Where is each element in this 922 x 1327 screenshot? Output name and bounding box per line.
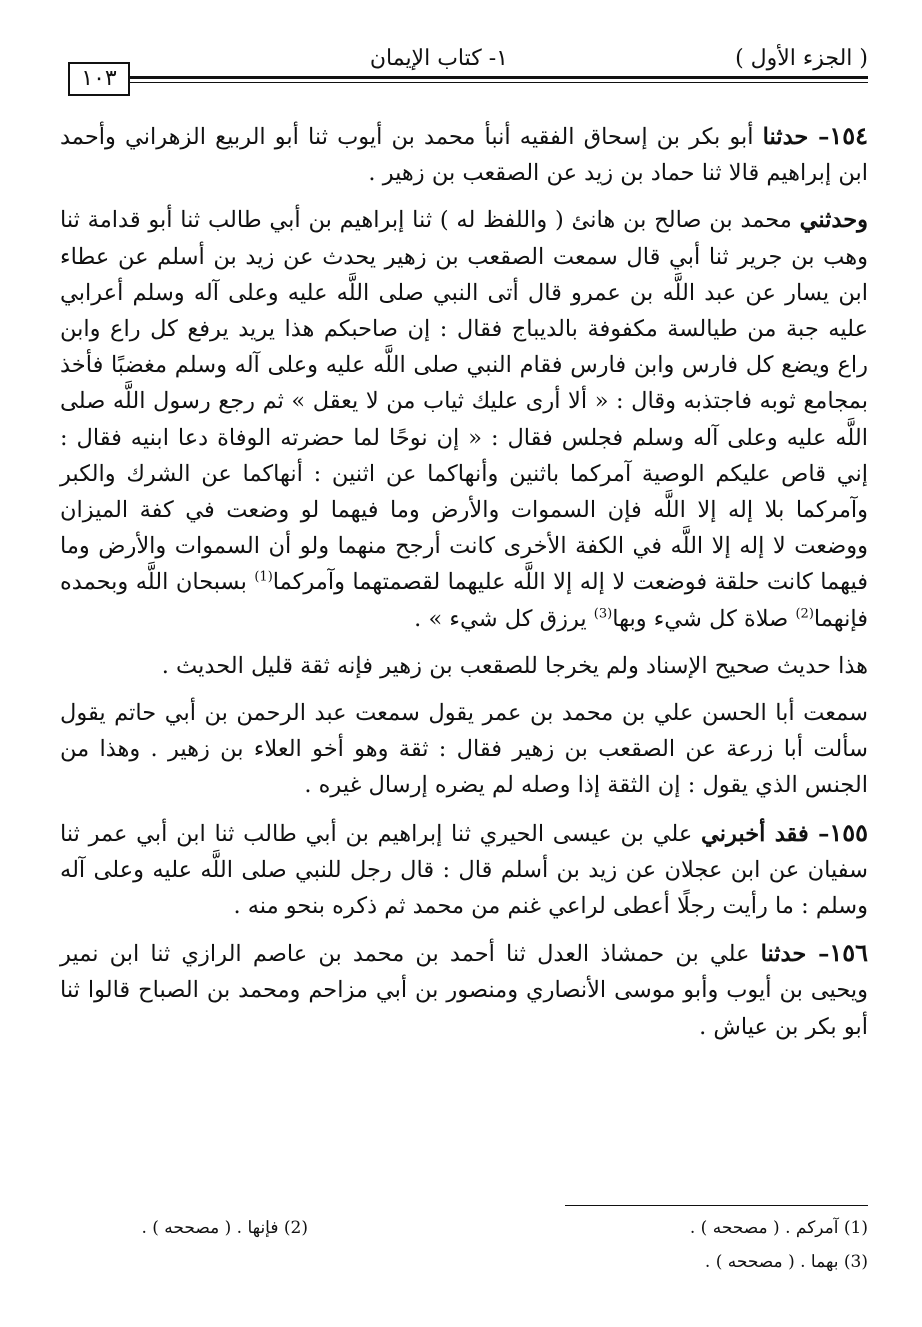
- main-text: [60, 118, 868, 1056]
- hadith-154-second-chain: [60, 202, 868, 636]
- hadith-number: ١٥٥: [829, 817, 868, 847]
- hadith-lead: – حدثنا: [762, 124, 830, 150]
- hadith-text: بسبحان اللَّه وبحمده فإنهما: [60, 569, 868, 632]
- footnote-ref-3[interactable]: (3): [593, 606, 613, 622]
- hadith-lead: – حدثنا: [760, 941, 830, 968]
- hadith-text: صلاة كل شيء وبها: [612, 605, 796, 632]
- footnote-ref-2[interactable]: (2): [795, 606, 814, 622]
- header-rule: [128, 76, 868, 79]
- page-number: ١٠٣: [68, 62, 130, 96]
- grading-note: هذا حديث صحيح الإسناد ولم يخرجا للصقعب بن زهير فإنه ثقة قليل الحديث .: [161, 652, 868, 679]
- hadith-number: ١٥٦: [829, 938, 868, 968]
- header-rule-thin: [128, 82, 868, 83]
- hadith-text: أبو بكر بن إسحاق الفقيه أنبأ محمد بن أيوب ثنا أبو الربيع الزهراني وأحمد ابن إبراهيم قالا ثنا حماد بن زيد عن الصقعب بن زهير .: [60, 124, 868, 187]
- footnote-1: (1) آمركم . ( مصححه ) .: [689, 1218, 868, 1238]
- hadith-text: يرزق كل شيء » .: [414, 605, 594, 632]
- narrator-note: سمعت أبا الحسن علي بن محمد بن عمر يقول سمعت عبد الرحمن بن أبي حاتم يقول سألت أبا زرعة عن الصقعب بن زهير فقال : ثقة وهو أخو العلاء بن زهير . وهذا من الجنس الذي يقول : إن الثقة إذا وصله لم يضره إرسال غيره .: [60, 700, 868, 799]
- volume-label: ( الجزء الأول ): [735, 46, 868, 71]
- hadith-text: محمد بن صالح بن هانئ ( واللفظ له ) ثنا إبراهيم بن أبي طالب ثنا أبو قدامة ثنا وهب بن جرير ثنا أبي قال سمعت الصقعب بن زهير يحدث عن زيد بن أسلم عن عطاء ابن يسار عن عبد اللَّه بن عمرو قال أتى النبي صلى اللَّه عليه وعلى آله وسلم أعرابي عليه جبة من طيالسة مكفوفة بالديباج فقال : إن صاحبكم هذا يريد يرفع كل راع وابن راع ويضع كل فارس وابن فارس فقام النبي صلى اللَّه عليه وعلى آله وسلم مغضبًا فأخذ بمجامع ثوبه فاجتذبه وقال : « ألا أرى عليك ثياب من لا يعقل » ثم رجع رسول اللَّه صلى اللَّه عليه وعلى آله وسلم فجلس فقال : « إن نوحًا لما حضرته الوفاة دعا ابنيه فقال : إني قاص عليكم الوصية آمركما باثنين وأنهاكما عن اثنين : أنهاكما عن الشرك والكبر وآمركما بلا إله إلا اللَّه فإن السموات والأرض وما فيهما لو وضعت في كفة الميزان ووضعت لا إله إلا اللَّه في الكفة الأخرى كانت أرجح منهما ولو أن السموات والأرض وما فيهما كانت حلقة فوضعت لا إله إلا اللَّه عليهما لقصمتهما وآمركما: [60, 207, 869, 596]
- footnote-3: (3) بهما . ( مصححه ) .: [704, 1252, 868, 1272]
- hadith-lead: – فقد أخبرني: [700, 820, 830, 847]
- hadith-number: ١٥٤: [829, 121, 868, 150]
- hadith-lead: وحدثني: [799, 207, 868, 234]
- hadith-text: علي بن عيسى الحيري ثنا إبراهيم بن أبي طالب ثنا ابن أبي عمر ثنا سفيان عن ابن عجلان عن زيد بن أسلم قال : قال رجل للنبي صلى اللَّه عليه وعلى آله وسلم : ما رأيت رجلًا أعطى لراعي غنم من محمد ثم ذكره بنحو منه .: [60, 820, 868, 920]
- hadith-text: علي بن حمشاذ العدل ثنا أحمد بن محمد بن عاصم الرازي ثنا ابن نمير ويحيى بن أيوب وأبو موسى الأنصاري ومنصور بن أبي مزاحم ومحمد بن الصباح قالوا ثنا أبو بكر بن عياش .: [60, 941, 868, 1040]
- footnote-rule: [565, 1205, 868, 1206]
- footnotes: [60, 1218, 868, 1308]
- hadith-154: [60, 118, 868, 191]
- hadith-155: [60, 815, 868, 925]
- chapter-title: ١- كتاب الإيمان: [369, 46, 508, 71]
- footnote-ref-1[interactable]: (1): [254, 569, 273, 585]
- page-header: [68, 40, 868, 91]
- hadith-156: [60, 935, 868, 1045]
- footnote-2: (2) فإنها . ( مصححه ) .: [141, 1218, 308, 1238]
